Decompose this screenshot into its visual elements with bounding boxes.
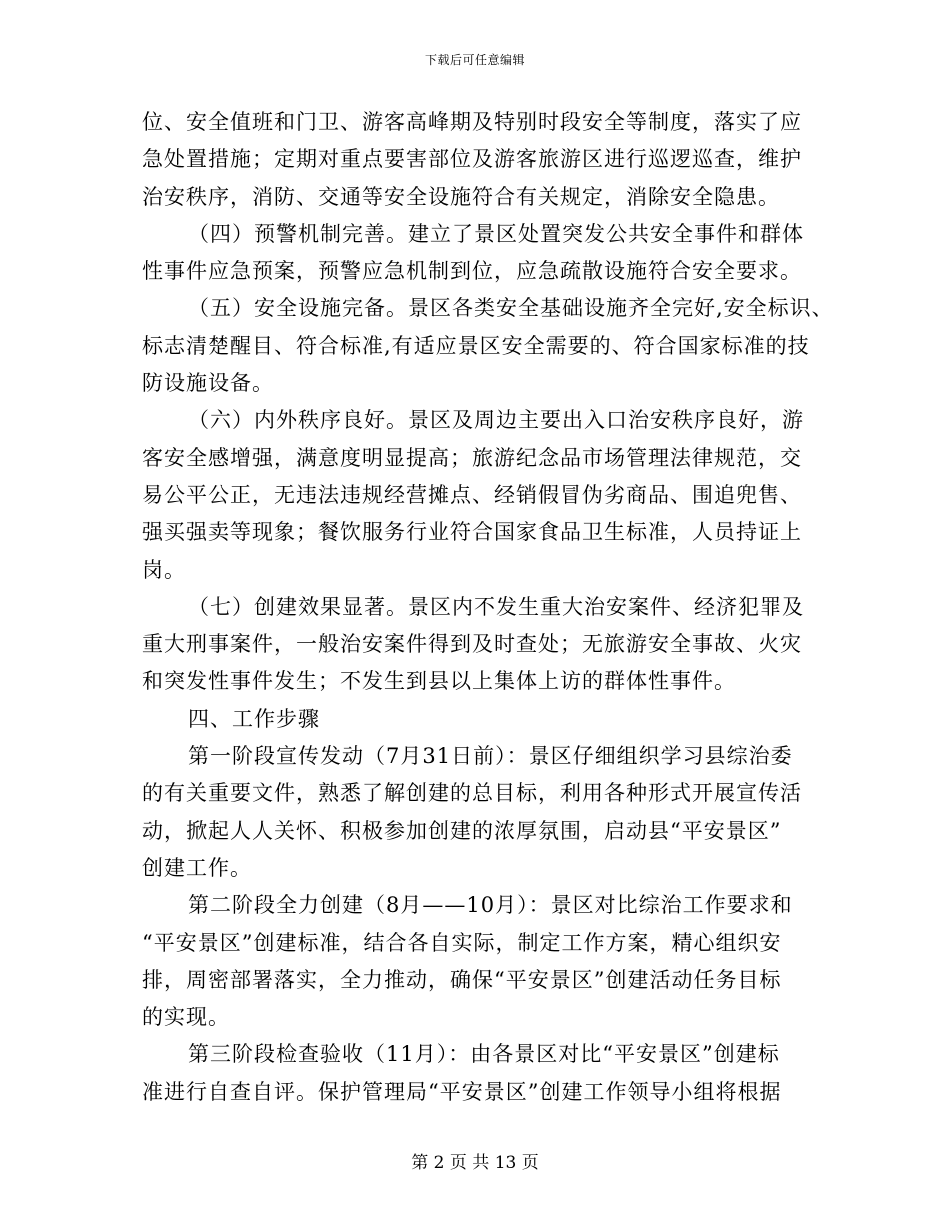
text-line: 动，掀起人人关怀、积极参加创建的浓厚氛围，启动县“平安景区” bbox=[142, 818, 782, 843]
text-line: 创建工作。 bbox=[142, 855, 252, 880]
paragraph-first-line: 第三阶段检查验收（11月）：由各景区对比“平安景区”创建标 bbox=[188, 1042, 780, 1067]
page-header: 下载后可任意编辑 bbox=[424, 53, 525, 67]
section-heading: 四、工作步骤 bbox=[188, 706, 320, 731]
text-line: 标志清楚醒目、符合标准,有适应景区安全需要的、符合国家标准的技 bbox=[142, 333, 810, 358]
paragraph-first-line: 第二阶段全力创建（8月——10月）：景区对比综治工作要求和 bbox=[188, 893, 793, 918]
text-line: 治安秩序，消防、交通等安全设施符合有关规定，消除安全隐患。 bbox=[142, 184, 780, 209]
text-line: 的有关重要文件，熟悉了解创建的总目标，利用各种形式开展宣传活 bbox=[142, 781, 802, 806]
text-line: 准进行自查自评。保护管理局“平安景区”创建工作领导小组将根据 bbox=[142, 1079, 782, 1104]
text-line: 性事件应急预案，预警应急机制到位，应急疏散设施符合安全要求。 bbox=[142, 259, 802, 284]
document-body bbox=[142, 104, 834, 1111]
paragraph-first-line: 第一阶段宣传发动（7月31日前）：景区仔细组织学习县综治委 bbox=[188, 744, 793, 769]
text-line: 急处置措施；定期对重点要害部位及游客旅游区进行巡逻巡查，维护 bbox=[142, 147, 802, 172]
paragraph-first-line: （六）内外秩序良好。景区及周边主要出入口治安秩序良好，游 bbox=[188, 408, 804, 433]
text-line: 强买强卖等现象；餐饮服务行业符合国家食品卫生标准，人员持证上 bbox=[142, 520, 802, 545]
paragraph-first-line: （七）创建效果显著。景区内不发生重大治安案件、经济犯罪及 bbox=[188, 594, 804, 619]
page-footer: 第 2 页 共 13 页 bbox=[411, 1153, 539, 1173]
text-line: 的实现。 bbox=[142, 1005, 230, 1030]
text-line: 位、安全值班和门卫、游客高峰期及特别时段安全等制度，落实了应 bbox=[142, 110, 802, 134]
text-line: 防设施设备。 bbox=[142, 371, 274, 396]
paragraph-first-line: （四）预警机制完善。建立了景区处置突发公共安全事件和群体 bbox=[188, 221, 804, 246]
text-line: “平安景区”创建标准，结合各自实际，制定工作方案，精心组织安 bbox=[142, 930, 782, 955]
text-line: 岗。 bbox=[142, 557, 186, 582]
paragraph-first-line: （五）安全设施完备。景区各类安全基础设施齐全完好,安全标识、 bbox=[188, 296, 834, 321]
text-line: 重大刑事案件，一般治安案件得到及时查处；无旅游安全事故、火灾 bbox=[142, 632, 802, 657]
text-line: 客安全感增强，满意度明显提高；旅游纪念品市场管理法律规范，交 bbox=[142, 445, 802, 470]
text-line: 排，周密部署落实，全力推动，确保“平安景区”创建活动任务目标 bbox=[142, 967, 782, 992]
text-line: 易公平公正，无违法违规经营摊点、经销假冒伪劣商品、围追兜售、 bbox=[142, 482, 802, 507]
text-line: 和突发性事件发生；不发生到县以上集体上访的群体性事件。 bbox=[142, 669, 736, 694]
